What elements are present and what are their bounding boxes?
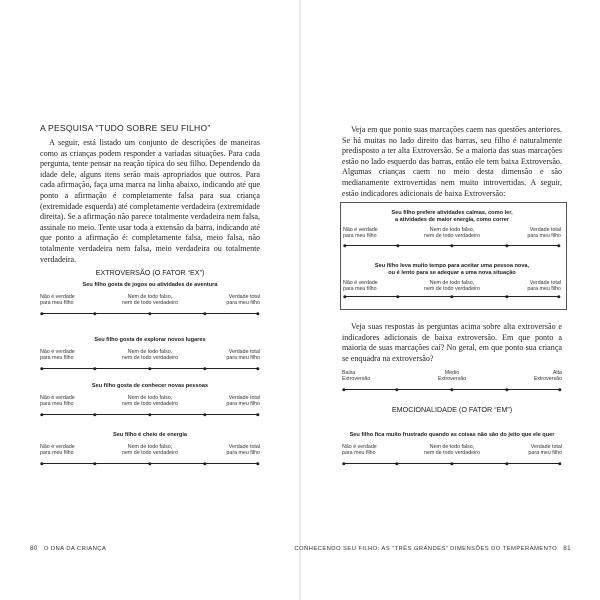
scale-left-label: Não é verdade para meu filho bbox=[343, 227, 378, 240]
scale-point-3[interactable] bbox=[450, 295, 453, 298]
summary-high-label: Alta Extroversão bbox=[533, 370, 562, 383]
scale-middle-label: Nem de todo falso, nem de todo verdadeiro bbox=[424, 227, 480, 240]
scale-point-3[interactable] bbox=[450, 388, 453, 391]
scale-middle-label: Nem de todo falso, nem de todo verdadeiro bbox=[122, 395, 178, 408]
scale-right-label: Verdade total para meu filho bbox=[527, 280, 561, 293]
right-page-folio bbox=[294, 545, 575, 552]
scale-point-5[interactable] bbox=[256, 413, 259, 416]
summary-low-label: Baixa Extroversão bbox=[342, 370, 371, 383]
intro-paragraph: A seguir, está listado um conjunto de descrições de maneiras como as crianças podem responder a variadas situações. Para cada pergunta, tente pensar na reação típica do seu filho. Dependendo da idade dele, alguns itens serão mais apropriados que outros. Para cada afirmação, faça uma marca na linha abaixo, indicando até que ponto a afirmação é completamente falsa para sua criança (extremidade esquerda) até completamente verdadeira (extremidade direita). Se a afirmação não parece totalmente verdadeira nem falsa, assinale no meio. Tente usar toda a extensão da barra, indicando até que ponto a afirmação é: completamente falsa, meio falsa, não totalmente verdadeira nem falsa, meio verdadeira ou totalmente verdadeira. bbox=[40, 138, 260, 264]
scale-point-1[interactable] bbox=[343, 295, 346, 298]
scale-left-label: Não é verdade para meu filho bbox=[342, 444, 377, 457]
rating-scale bbox=[40, 282, 260, 320]
scale-point-3[interactable] bbox=[148, 462, 151, 465]
rating-scale bbox=[40, 337, 260, 375]
scale-right-label: Verdade total para meu filho bbox=[226, 294, 260, 307]
scale-question: Seu filho gosta de conhecer novas pessoas bbox=[91, 383, 209, 389]
scale-question: Seu filho gosta de jogos ou atividades de aventura bbox=[82, 282, 218, 288]
scale-point-2[interactable] bbox=[396, 244, 399, 247]
scale-right-label: Verdade total para meu filho bbox=[527, 227, 561, 240]
left-page-folio bbox=[26, 545, 106, 552]
rating-scale bbox=[40, 383, 260, 421]
scale-middle-label: Nem de todo falso, nem de todo verdadeiro bbox=[122, 294, 178, 307]
scale-left-label: Não é verdade para meu filho bbox=[40, 294, 75, 307]
page-number: 80 bbox=[30, 545, 38, 552]
scale-left-label: Não é verdade para meu filho bbox=[40, 349, 75, 362]
scale-point-5[interactable] bbox=[558, 388, 561, 391]
scale-point-2[interactable] bbox=[93, 312, 96, 315]
scale-point-1[interactable] bbox=[342, 462, 345, 465]
scale-point-3[interactable] bbox=[148, 413, 151, 416]
scale-middle-label: Nem de todo falso, nem de todo verdadeiro bbox=[122, 349, 178, 362]
scale-point-3[interactable] bbox=[450, 244, 453, 247]
scale-point-5[interactable] bbox=[557, 295, 560, 298]
scale-point-5[interactable] bbox=[557, 244, 560, 247]
scale-point-1[interactable] bbox=[40, 462, 43, 465]
scale-point-5[interactable] bbox=[256, 367, 259, 370]
summary-paragraph: Veja suas respostas às perguntas acima sobre alta extroversão e indicadores adicionais de baixa extroversão. Em que ponto a maioria de suas marcações caí? No geral, em que ponto sua criança se enquadra na extroversão? bbox=[342, 322, 562, 363]
scale-left-label: Não é verdade para meu filho bbox=[40, 444, 75, 457]
scale-point-3[interactable] bbox=[148, 312, 151, 315]
scale-right-label: Verdade total para meu filho bbox=[226, 395, 260, 408]
rating-scale bbox=[40, 432, 260, 470]
scale-left-label: Não é verdade para meu filho bbox=[343, 280, 378, 293]
results-paragraph: Veja em que ponto suas marcações caem nas questões anteriores. Se há muitas no lado direito das barras, seu filho é naturalmente predisposto a ter alta Extroversão. Se a maioria das suas marcações estão no lado esquerdo das barras, então ele tem baixa Extroversão. Algumas crianças caem no meio desta dimensão e são medianamente extrovertidas nem muito introvertidas. A seguir, estão indicadores adicionais de baixa Extroversão: bbox=[342, 125, 562, 198]
scale-question: Seu filho é cheio de energia bbox=[113, 432, 187, 438]
scale-point-4[interactable] bbox=[505, 295, 508, 298]
scale-left-label: Não é verdade para meu filho bbox=[40, 395, 75, 408]
scale-point-4[interactable] bbox=[203, 462, 206, 465]
scale-point-2[interactable] bbox=[93, 367, 96, 370]
summary-medium-label: Médio Extroversão bbox=[437, 370, 467, 383]
rating-scale bbox=[342, 432, 562, 470]
scale-point-1[interactable] bbox=[40, 312, 43, 315]
section-heading: A PESQUISA “TUDO SOBRE SEU FILHO” bbox=[40, 123, 211, 133]
scale-point-2[interactable] bbox=[395, 462, 398, 465]
book-title: O DNA DA CRIANÇA bbox=[43, 546, 107, 552]
scale-point-3[interactable] bbox=[450, 462, 453, 465]
extroversion-title: EXTROVERSÃO (O FATOR “EX”) bbox=[95, 268, 205, 277]
rating-scale bbox=[343, 263, 561, 301]
emotionality-title: EMOCIONALIDADE (O FATOR “EM”) bbox=[391, 405, 513, 414]
scale-question: Seu filho leva muito tempo para aceitar uma pessoa nova, ou é lento para se adequar a uma nova situação bbox=[374, 263, 530, 276]
scale-point-4[interactable] bbox=[203, 312, 206, 315]
scale-point-1[interactable] bbox=[342, 388, 345, 391]
scale-question: Seu filho gosta de explorar novos lugares bbox=[94, 337, 206, 343]
scale-point-5[interactable] bbox=[558, 462, 561, 465]
scale-question: Seu filho fica muito frustrado quando as coisas não são do jeito que ele quer bbox=[349, 432, 555, 438]
right-page bbox=[294, 0, 600, 600]
scale-point-5[interactable] bbox=[256, 312, 259, 315]
scale-middle-label: Nem de todo falso, nem de todo verdadeiro bbox=[424, 444, 480, 457]
scale-point-4[interactable] bbox=[505, 388, 508, 391]
scale-point-4[interactable] bbox=[203, 367, 206, 370]
scale-point-1[interactable] bbox=[343, 244, 346, 247]
scale-right-label: Verdade total para meu filho bbox=[528, 444, 562, 457]
scale-point-1[interactable] bbox=[40, 413, 43, 416]
scale-point-5[interactable] bbox=[256, 462, 259, 465]
scale-point-2[interactable] bbox=[396, 295, 399, 298]
scale-point-2[interactable] bbox=[93, 413, 96, 416]
scale-point-2[interactable] bbox=[395, 388, 398, 391]
scale-point-1[interactable] bbox=[40, 367, 43, 370]
page-number: 81 bbox=[563, 545, 571, 552]
scale-middle-label: Nem de todo falso, nem de todo verdadeiro bbox=[122, 444, 178, 457]
rating-scale bbox=[343, 210, 561, 248]
scale-point-3[interactable] bbox=[148, 367, 151, 370]
scale-point-4[interactable] bbox=[505, 462, 508, 465]
scale-right-label: Verdade total para meu filho bbox=[226, 444, 260, 457]
scale-middle-label: Nem de todo falso, nem de todo verdadeiro bbox=[424, 280, 480, 293]
chapter-title: CONHECENDO SEU FILHO: AS “TRÊS GRANDES” DIMENSÕES DO TEMPERAMENTO bbox=[294, 546, 558, 552]
scale-point-4[interactable] bbox=[203, 413, 206, 416]
scale-right-label: Verdade total para meu filho bbox=[226, 349, 260, 362]
scale-question: Seu filho prefere atividades calmas, como ler, a atividades de maior energia, como correr bbox=[391, 210, 513, 223]
scale-point-2[interactable] bbox=[93, 462, 96, 465]
scale-point-4[interactable] bbox=[505, 244, 508, 247]
summary-scale bbox=[342, 370, 562, 398]
